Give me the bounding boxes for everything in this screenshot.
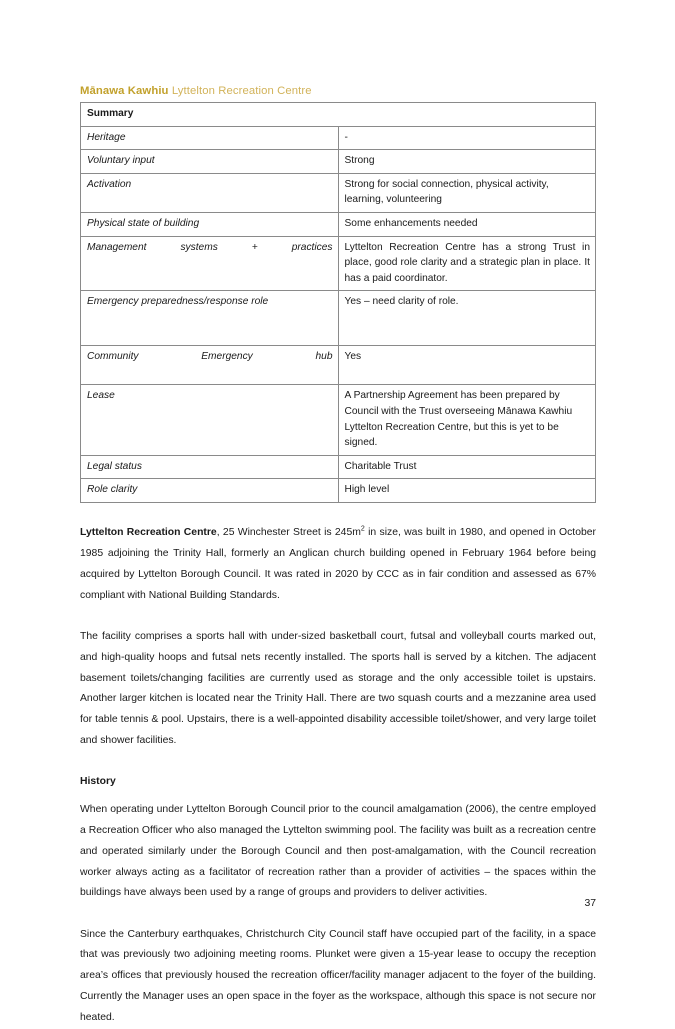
row-value-heritage: -	[338, 126, 596, 150]
section-heading-history: History	[80, 776, 116, 788]
row-value-voluntary-input: Strong	[338, 150, 596, 174]
table-row	[81, 455, 596, 479]
summary-table	[80, 102, 596, 503]
page-title-english: Lyttelton Recreation Centre	[171, 85, 312, 97]
row-label-community-emergency-hub: Community Emergency hub	[81, 346, 339, 385]
table-row	[81, 385, 596, 455]
paragraph-history-earthquakes: Since the Canterbury earthquakes, Christchurch City Council staff have occupied part of the facility, in a space that was previously two adjoining meeting rooms. Plunket were given a 15-year lease to occupy the reception area’s offices that previously housed the recreation officer/facility manager adjacent to the foyer of the building. Currently the Manager uses an open space in the foyer as the workspace, although this space is not secure nor heated.	[80, 928, 596, 1023]
paragraph-lead-in: Lyttelton Recreation Centre	[80, 527, 217, 539]
table-row	[81, 236, 596, 291]
row-label-voluntary-input: Voluntary input	[81, 150, 339, 174]
paragraph-facility-description: The facility comprises a sports hall with under-sized basketball court, futsal and volleyball courts marked out, and high-quality hoops and futsal nets recently installed. The sports hall is served by a kitchen. The adjacent basement toilets/changing facilities are currently used as storage and the only accessible toilet is upstairs. Another larger kitchen is located near the Trinity Hall. There are two squash courts and a mezzanine area used for table tennis & pool. Upstairs, there is a well-appointed disability accessible toilet/shower, and very large toilet and shower facilities.	[80, 631, 596, 747]
table-row-header	[81, 103, 596, 127]
table-row	[81, 479, 596, 503]
row-value-legal-status: Charitable Trust	[338, 455, 596, 479]
row-label-management-systems: Management systems + practices	[81, 236, 339, 291]
paragraph-history-council: When operating under Lyttelton Borough Council prior to the council amalgamation (2006), the centre employed a Recreation Officer who also managed the Lyttelton swimming pool. The facility was built as a recreation centre and operated similarly under the Borough Council and then post-amalgamation, with the Council recreation worker always acting as a facilitator of recreation rather than a provider of activities – the spaces within the buildings have always been used by a range of groups and providers to deliver activities.	[80, 804, 596, 899]
page-number: 37	[584, 898, 596, 909]
paragraph-text-part1: , 25 Winchester Street is 245m	[216, 527, 361, 539]
row-value-role-clarity: High level	[338, 479, 596, 503]
row-label-physical-state: Physical state of building	[81, 212, 339, 236]
page-title	[80, 84, 596, 99]
superscript-square-metres: 2	[360, 525, 365, 533]
paragraph-facility-overview	[80, 523, 596, 606]
row-value-activation: Strong for social connection, physical activity, learning, volunteering	[338, 173, 596, 212]
table-row	[81, 126, 596, 150]
page-title-maori: Mānawa Kawhiu	[80, 85, 169, 97]
row-label-emergency-preparedness: Emergency preparedness/response role	[81, 291, 339, 346]
table-row	[81, 150, 596, 174]
page-content	[80, 84, 596, 1029]
summary-table-header: Summary	[81, 103, 596, 127]
row-label-legal-status: Legal status	[81, 455, 339, 479]
table-row	[81, 291, 596, 346]
row-label-role-clarity: Role clarity	[81, 479, 339, 503]
row-label-lease: Lease	[81, 385, 339, 455]
row-value-physical-state: Some enhancements needed	[338, 212, 596, 236]
table-row	[81, 346, 596, 385]
paragraph-text-part2: in size, was built in 1980, and opened in October 1985 adjoining the Trinity Hall, formerly an Anglican church building opened in February 1964 before being acquired by Lyttelton Borough Council. It was rated in 2020 by CCC as in fair condition and assessed as 67% compliant with National Building Standards.	[80, 527, 596, 601]
row-value-community-emergency-hub: Yes	[338, 346, 596, 385]
table-row	[81, 212, 596, 236]
row-label-heritage: Heritage	[81, 126, 339, 150]
row-value-emergency-preparedness: Yes – need clarity of role.	[338, 291, 596, 346]
table-row	[81, 173, 596, 212]
row-value-management-systems: Lyttelton Recreation Centre has a strong Trust in place, good role clarity and a strategic plan in place. It has a paid coordinator.	[338, 236, 596, 291]
row-value-lease: A Partnership Agreement has been prepared by Council with the Trust overseeing Mānawa Kawhiu Lyttelton Recreation Centre, but this is yet to be signed.	[338, 385, 596, 455]
row-label-activation: Activation	[81, 173, 339, 212]
